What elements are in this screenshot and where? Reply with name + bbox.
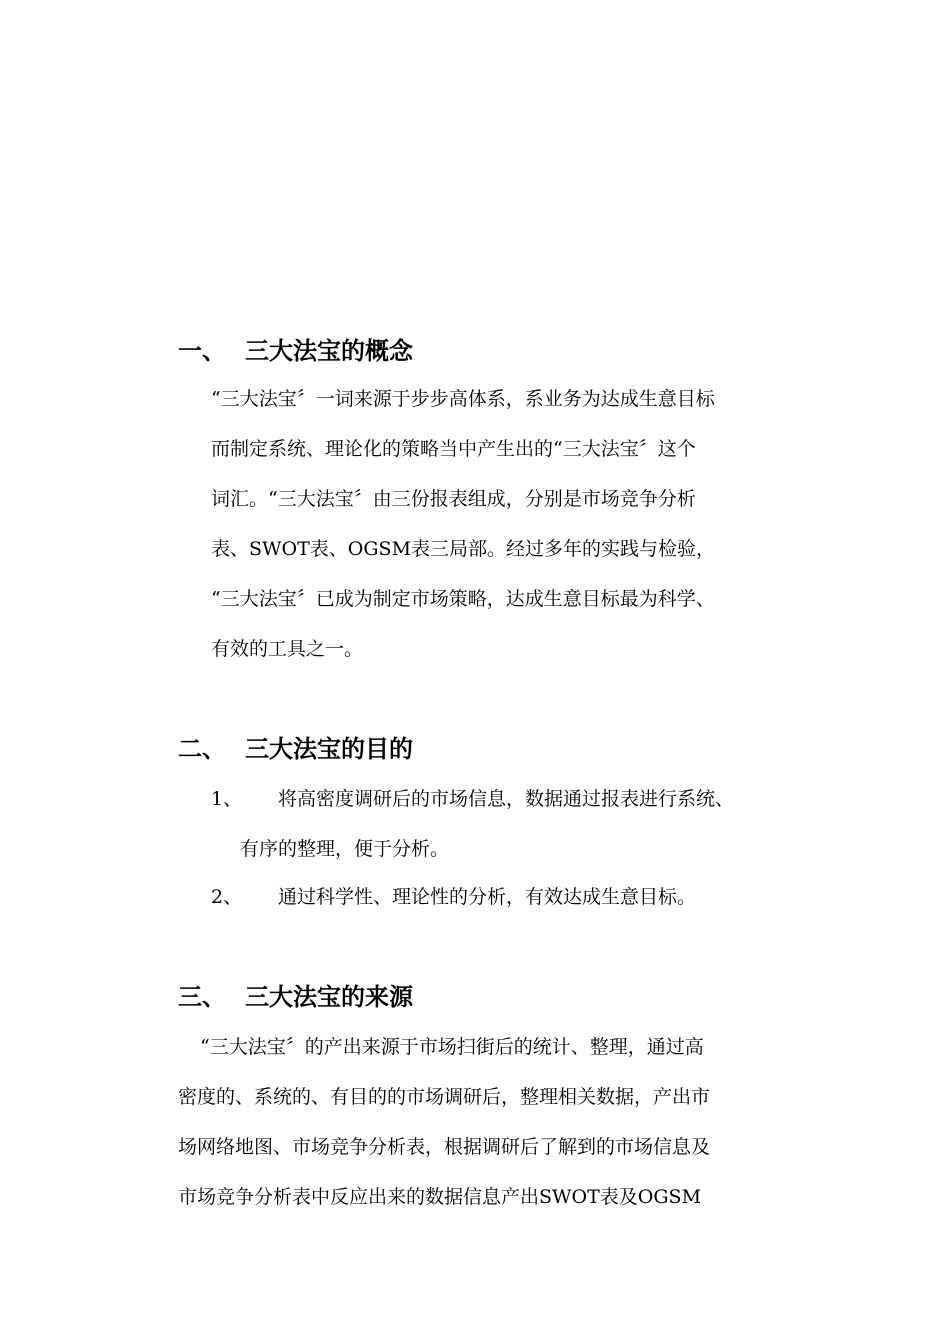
list-item-number: 2、 xyxy=(211,886,243,908)
paragraph-line: “三大法宝〞的产出来源于市场扫街后的统计、整理，通过高 xyxy=(200,1036,704,1058)
section-heading-purpose xyxy=(178,734,413,764)
section-title: 三大法宝的来源 xyxy=(245,983,413,1011)
section-title: 三大法宝的概念 xyxy=(245,337,413,365)
section-heading-concept xyxy=(178,336,413,366)
paragraph-line: 市场竞争分析表中反应出来的数据信息产出SWOT表及OGSM xyxy=(178,1186,702,1208)
paragraph-line: 有效的工具之一。 xyxy=(211,638,364,660)
paragraph-line: 场网络地图、市场竞争分析表，根据调研后了解到的市场信息及 xyxy=(178,1136,711,1158)
paragraph-line: 密度的、系统的、有目的的市场调研后，整理相关数据，产出市 xyxy=(178,1086,711,1108)
paragraph-line: 词汇。“三大法宝〞由三份报表组成，分别是市场竞争分析 xyxy=(211,488,696,510)
section-number: 二、 xyxy=(178,735,226,763)
list-item-number: 1、 xyxy=(211,788,243,810)
section-heading-source xyxy=(178,982,413,1012)
list-item-line: 通过科学性、理论性的分析，有效达成生意目标。 xyxy=(278,886,697,908)
paragraph-line: “三大法宝〞一词来源于步步高体系，系业务为达成生意目标 xyxy=(211,388,715,410)
section-number: 一、 xyxy=(178,337,226,365)
paragraph-line: 而制定系统、理论化的策略当中产生出的“三大法宝〞这个 xyxy=(211,438,696,460)
paragraph-line: “三大法宝〞已成为制定市场策略，达成生意目标最为科学、 xyxy=(211,588,715,610)
paragraph-line: 表、SWOT表、OGSM表三局部。经过多年的实践与检验， xyxy=(211,538,716,560)
list-item-line: 将高密度调研后的市场信息，数据通过报表进行系统、 xyxy=(278,788,735,810)
list-item-line: 有序的整理，便于分析。 xyxy=(240,838,450,860)
section-title: 三大法宝的目的 xyxy=(245,735,413,763)
section-number: 三、 xyxy=(178,983,226,1011)
